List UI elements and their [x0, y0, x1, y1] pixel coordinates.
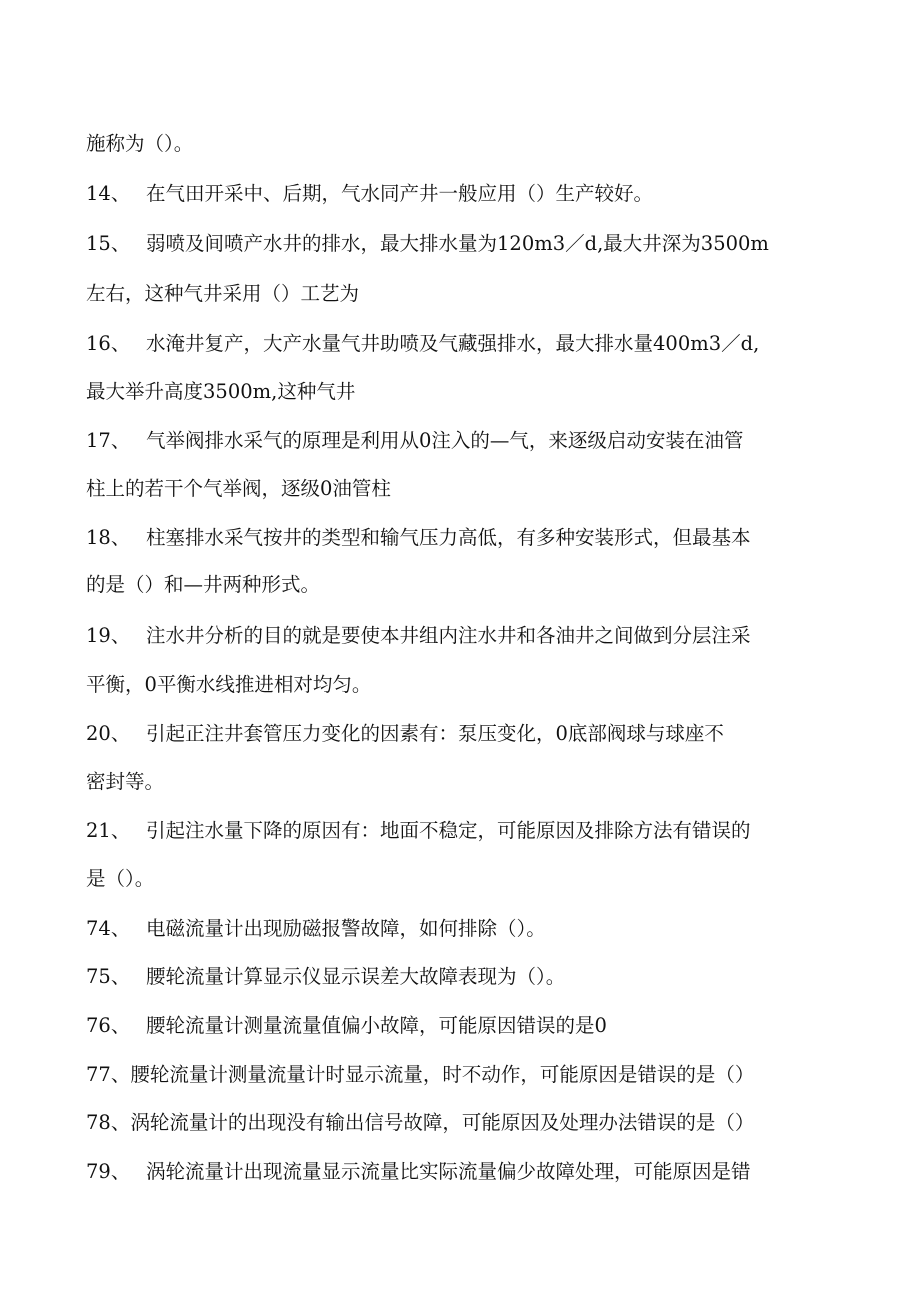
- question-number: 18、: [86, 526, 131, 549]
- question-number: 14、: [86, 182, 131, 205]
- question-18-continued: [86, 572, 826, 598]
- question-15-continued: [86, 281, 826, 307]
- line-text: 柱上的若干个气举阀，逐级0油管柱: [86, 477, 391, 500]
- question-number: 17、: [86, 429, 131, 452]
- question-text: 气举阀排水采气的原理是利用从0注入的—气，来逐级启动安装在油管: [146, 429, 744, 452]
- question-17: [86, 428, 826, 454]
- line-text: 施称为（）。: [86, 132, 194, 155]
- line-text: 左右，这种气井采用（）工艺为: [86, 282, 360, 305]
- question-number: 75、: [86, 965, 131, 988]
- question-number: 79、: [86, 1160, 131, 1183]
- question-number: 74、: [86, 917, 131, 940]
- question-75: [86, 964, 826, 990]
- question-text: 弱喷及间喷产水井的排水，最大排水量为120m3／d,最大井深为3500m: [146, 232, 769, 255]
- question-77: [86, 1062, 826, 1088]
- question-74: [86, 916, 826, 942]
- question-number: 21、: [86, 819, 131, 842]
- question-number: 77、: [86, 1063, 131, 1086]
- question-76: [86, 1013, 826, 1039]
- line-text: 平衡，0平衡水线推进相对均匀。: [86, 673, 372, 696]
- question-16-continued: [86, 379, 826, 405]
- question-number: 16、: [86, 332, 131, 355]
- question-21: [86, 818, 826, 844]
- line-text: 是（）。: [86, 867, 155, 890]
- question-text: 引起注水量下降的原因有：地面不稳定，可能原因及排除方法有错误的: [146, 819, 751, 842]
- question-text: 引起正注井套管压力变化的因素有：泵压变化，0底部阀球与球座不: [146, 722, 724, 745]
- line-text: 的是（）和—井两种形式。: [86, 573, 321, 596]
- question-text: 涡轮流量计的出现没有输出信号故障，可能原因及处理办法错误的是（）: [130, 1111, 755, 1134]
- question-number: 15、: [86, 232, 131, 255]
- question-18: [86, 525, 826, 551]
- question-16: [86, 331, 826, 357]
- question-17-continued: [86, 476, 826, 502]
- question-15: [86, 231, 826, 257]
- question-number: 19、: [86, 624, 131, 647]
- line-text: 最大举升高度3500m,这种气井: [86, 380, 356, 403]
- question-14: [86, 181, 826, 207]
- question-20: [86, 721, 826, 747]
- question-78: [86, 1110, 826, 1136]
- question-text: 注水井分析的目的就是要使本井组内注水井和各油井之间做到分层注采: [146, 624, 751, 647]
- question-21-continued: [86, 866, 826, 892]
- question-79: [86, 1159, 826, 1185]
- question-number: 78、: [86, 1111, 131, 1134]
- text-line-1: [86, 131, 826, 157]
- question-text: 水淹井复产，大产水量气井助喷及气藏强排水，最大排水量400m3／d,: [146, 332, 760, 355]
- question-text: 在气田开采中、后期，气水同产井一般应用（）生产较好。: [146, 182, 654, 205]
- question-19-continued: [86, 672, 826, 698]
- question-text: 腰轮流量计测量流量计时显示流量，时不动作，可能原因是错误的是（）: [130, 1063, 755, 1086]
- question-number: 20、: [86, 722, 131, 745]
- question-text: 柱塞排水采气按井的类型和输气压力高低，有多种安装形式，但最基本: [146, 526, 751, 549]
- question-text: 腰轮流量计算显示仪显示误差大故障表现为（）。: [146, 965, 566, 988]
- question-text: 腰轮流量计测量流量值偏小故障，可能原因错误的是0: [146, 1014, 607, 1037]
- question-text: 电磁流量计出现励磁报警故障，如何排除（）。: [146, 917, 546, 940]
- line-text: 密封等。: [86, 770, 165, 793]
- question-19: [86, 623, 826, 649]
- question-20-continued: [86, 769, 826, 795]
- question-number: 76、: [86, 1014, 131, 1037]
- question-text: 涡轮流量计出现流量显示流量比实际流量偏少故障处理，可能原因是错: [146, 1160, 751, 1183]
